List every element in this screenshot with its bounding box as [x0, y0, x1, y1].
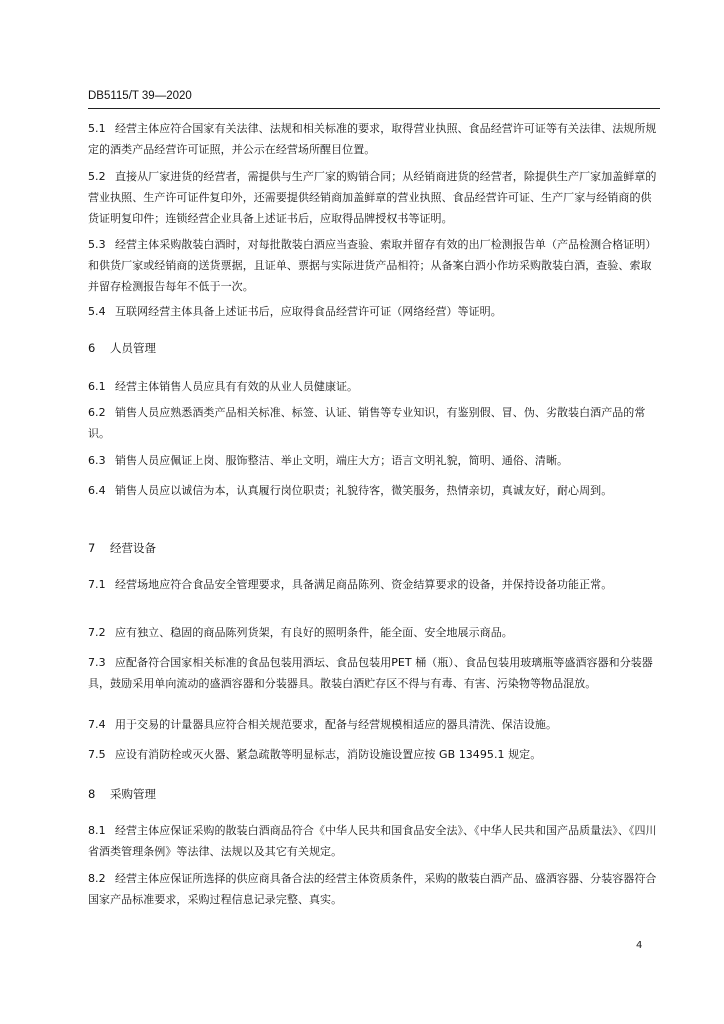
clause-number: 5.3: [88, 238, 106, 251]
clause-number: 5.1: [88, 122, 106, 135]
clause-number: 6.1: [88, 380, 106, 393]
clause-8-1: [88, 820, 660, 862]
clause-text: 销售人员应佩证上岗、服饰整洁、举止文明，端庄大方；语言文明礼貌，简明、通俗、清晰。: [115, 454, 569, 467]
clause-7-5: [88, 744, 660, 765]
clause-number: 7.5: [88, 748, 106, 761]
clause-text: 应有独立、稳固的商品陈列货架，有良好的照明条件，能全面、安全地展示商品。: [115, 626, 513, 639]
section-heading-7: [88, 538, 156, 558]
clause-text: 销售人员应以诚信为本，认真履行岗位职责；礼貌待客，微笑服务，热情亲切，真诚友好，耐心周到。: [115, 484, 613, 497]
clause-6-2: [88, 402, 660, 444]
clause-5-4: [88, 301, 660, 322]
clause-text: 应配备符合国家相关标准的食品包装用酒坛、食品包装用PET 桶（瓶）、食品包装用玻璃瓶等盛酒容器和分装器具，鼓励采用单向流动的盛酒容器和分装器具。散装白酒贮存区不得与有毒、有害、污染物等物品混放。: [88, 656, 653, 690]
clause-number: 7.2: [88, 626, 106, 639]
clause-text: 互联网经营主体具备上述证书后，应取得食品经营许可证（网络经营）等证明。: [115, 305, 502, 318]
clause-number: 7.3: [88, 656, 106, 669]
section-number: 6: [88, 341, 96, 355]
clause-number: 7.4: [88, 718, 106, 731]
clause-text: 用于交易的计量器具应符合相关规范要求，配备与经营规模相适应的器具清洗、保洁设施。: [115, 718, 557, 731]
clause-text: 直接从厂家进货的经营者，需提供与生产厂家的购销合同；从经销商进货的经营者，除提供生产厂家加盖鲜章的营业执照、生产许可证件复印外，还需要提供经销商加盖鲜章的营业执照、食品经营许可证、生产厂家与经销商的供货证明复印件；连锁经营企业具备上述证书后，应取得品牌授权书等证明。: [88, 170, 657, 225]
section-number: 8: [88, 787, 96, 801]
clause-7-1: [88, 574, 660, 595]
clause-number: 8.2: [88, 872, 106, 885]
page-number: 4: [636, 940, 643, 951]
header-rule: [88, 108, 660, 109]
section-number: 7: [88, 541, 96, 555]
clause-5-3: [88, 234, 660, 297]
clause-7-3: [88, 652, 660, 694]
clause-number: 6.3: [88, 454, 106, 467]
clause-text: 经营主体采购散装白酒时，对每批散装白酒应当查验、索取并留存有效的出厂检测报告单（产品检测合格证明）和供货厂家或经销商的送货票据，且证单、票据与实际进货产品相符；从备案白酒小作坊采购散装白酒，查验、索取并留存检测报告每年不低于一次。: [88, 238, 657, 293]
clause-text: 经营主体应保证采购的散装白酒商品符合《中华人民共和国食品安全法》、《中华人民共和国产品质量法》、《四川省酒类管理条例》等法律、法规以及其它有关规定。: [88, 824, 657, 858]
clause-6-1: [88, 376, 660, 397]
section-heading-8: [88, 784, 156, 804]
clause-text: 销售人员应熟悉酒类产品相关标准、标签、认证、销售等专业知识，有鉴别假、冒、伪、劣散装白酒产品的常识。: [88, 406, 646, 440]
clause-number: 7.1: [88, 578, 106, 591]
clause-number: 6.2: [88, 406, 106, 419]
clause-8-2: [88, 868, 660, 910]
clause-text: 应设有消防栓或灭火器、紧急疏散等明显标志，消防设施设置应按 GB 13495.1 规定。: [115, 748, 542, 761]
clause-number: 5.2: [88, 170, 106, 183]
section-title: 采购管理: [110, 787, 156, 801]
clause-text: 经营场地应符合食品安全管理要求，具备满足商品陈列、资金结算要求的设备，并保持设备功能正常。: [115, 578, 613, 591]
clause-text: 经营主体销售人员应具有有效的从业人员健康证。: [115, 380, 359, 393]
clause-number: 6.4: [88, 484, 106, 497]
clause-text: 经营主体应保证所选择的供应商具备合法的经营主体资质条件，采购的散装白酒产品、盛酒容器、分装容器符合国家产品标准要求，采购过程信息记录完整、真实。: [88, 872, 657, 906]
clause-6-4: [88, 480, 660, 501]
document-code: DB5115/T 39—2020: [88, 90, 192, 102]
clause-7-4: [88, 714, 660, 735]
section-title: 人员管理: [110, 341, 156, 355]
section-heading-6: [88, 338, 156, 358]
clause-number: 8.1: [88, 824, 106, 837]
section-title: 经营设备: [110, 541, 156, 555]
clause-7-2: [88, 622, 660, 643]
clause-6-3: [88, 450, 660, 471]
clause-text: 经营主体应符合国家有关法律、法规和相关标准的要求，取得营业执照、食品经营许可证等有关法律、法规所规定的酒类产品经营许可证照，并公示在经营场所醒目位置。: [88, 122, 657, 156]
clause-5-2: [88, 166, 660, 229]
clause-number: 5.4: [88, 305, 106, 318]
clause-5-1: [88, 118, 660, 160]
